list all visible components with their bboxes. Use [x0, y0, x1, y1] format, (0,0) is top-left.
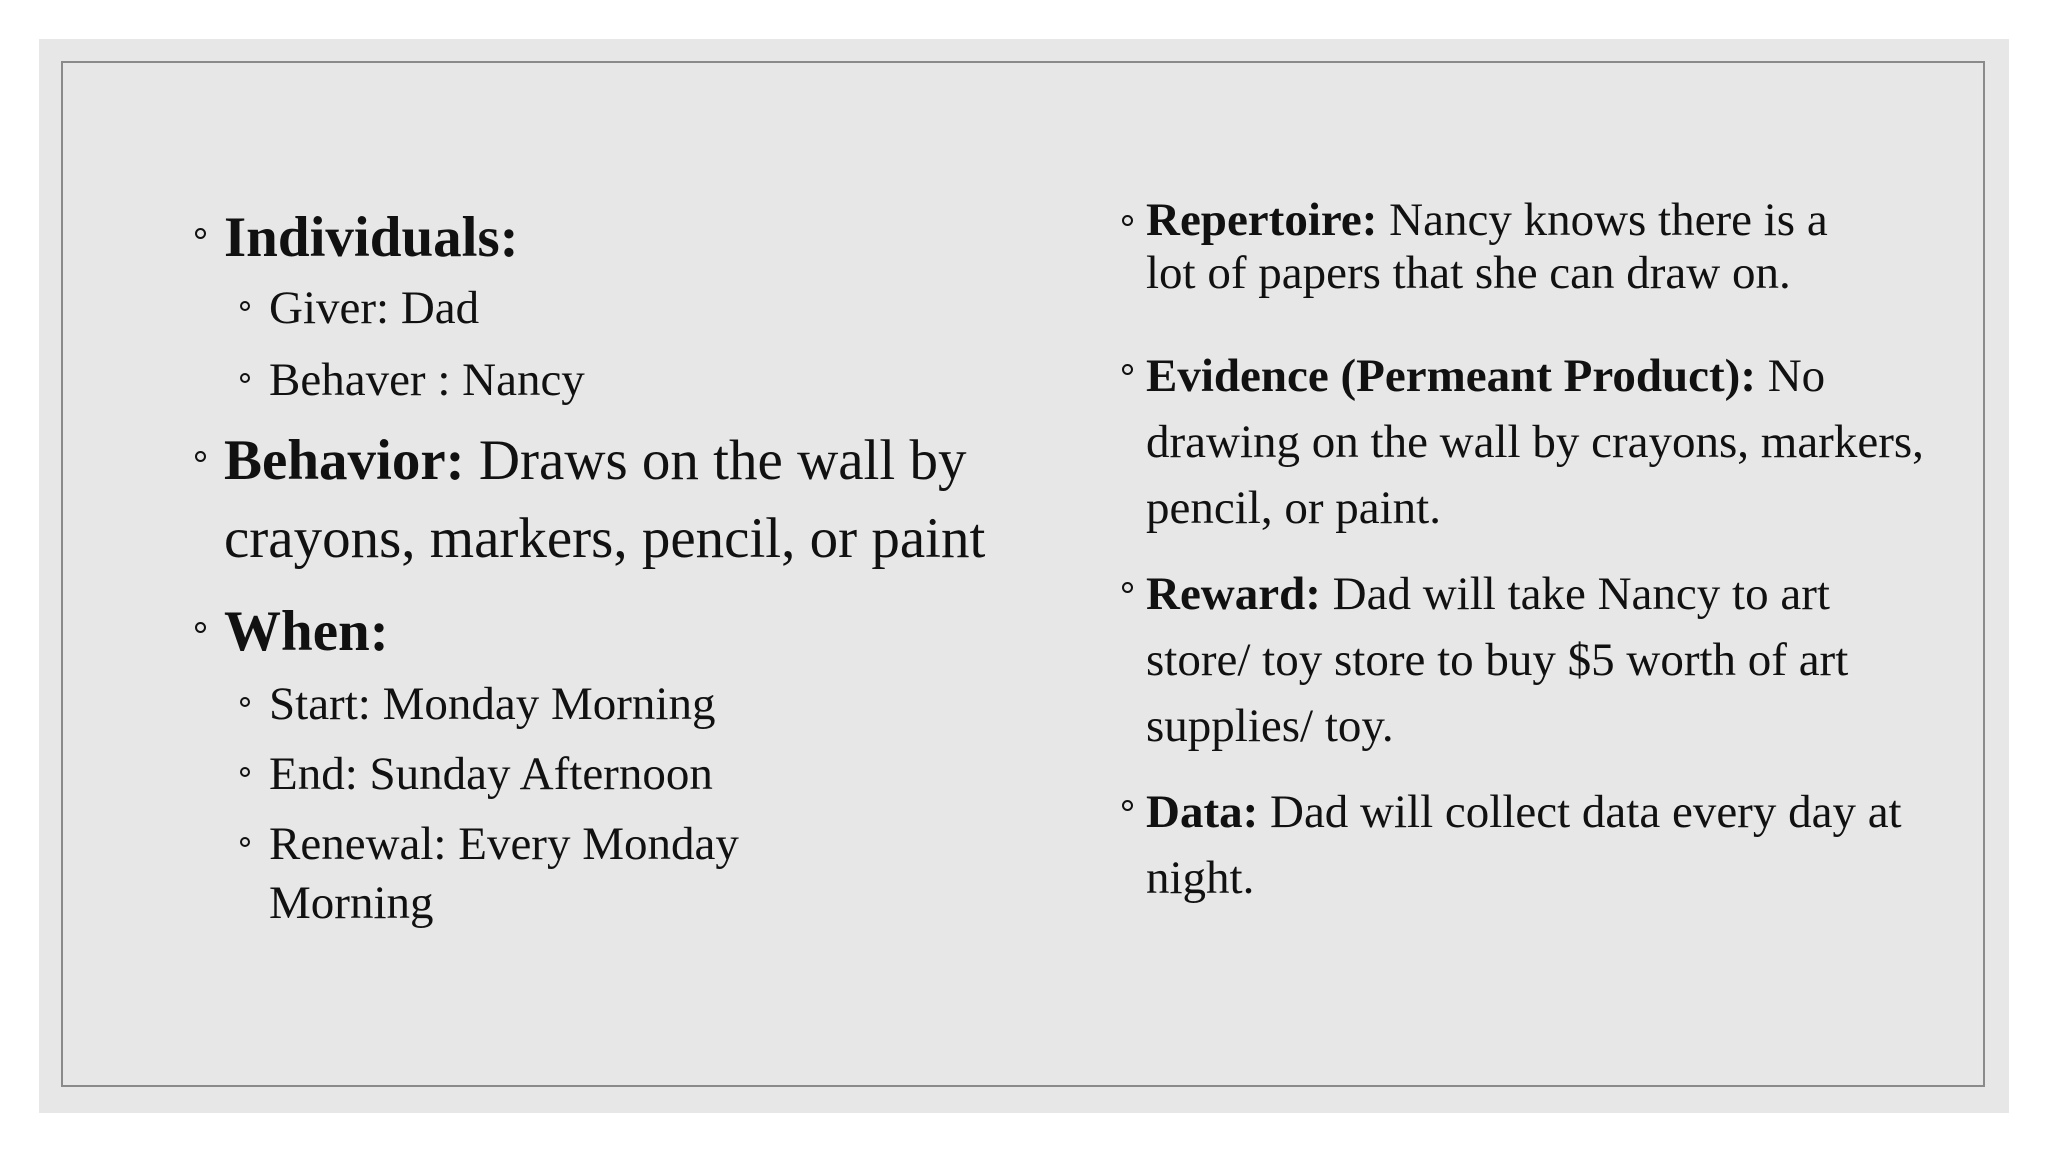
repertoire-heading: Repertoire:	[1146, 194, 1378, 246]
when-heading: When:	[224, 600, 389, 663]
behavior-heading: Behavior:	[224, 429, 465, 492]
renewal-item	[187, 815, 909, 933]
data-heading: Data:	[1146, 786, 1259, 838]
data-text: Dad will collect data every day at night.	[1146, 786, 1902, 904]
bullet-icon	[240, 767, 250, 777]
behavior-text: Draws on the wall by crayons, markers, pencil, or paint	[224, 429, 986, 570]
right-column	[1114, 194, 1924, 911]
bullet-icon	[240, 697, 250, 707]
reward-heading: Reward:	[1146, 568, 1321, 620]
behaver-item	[187, 351, 987, 410]
individuals-item	[187, 199, 987, 277]
start-text: Start: Monday Morning	[269, 678, 716, 730]
giver-item	[187, 279, 987, 338]
bullet-icon	[240, 373, 250, 383]
bullet-icon	[1122, 215, 1133, 226]
evidence-item	[1114, 343, 1926, 541]
bullet-icon	[1122, 800, 1133, 811]
bullet-icon	[240, 837, 250, 847]
behavior-item	[187, 422, 987, 578]
bullet-icon	[1122, 582, 1133, 593]
individuals-heading: Individuals:	[224, 206, 519, 269]
bullet-icon	[1122, 364, 1133, 375]
left-column	[187, 199, 987, 933]
bullet-icon	[195, 228, 206, 239]
bullet-icon	[195, 622, 206, 633]
evidence-text: No drawing on the wall by crayons, markers, pencil, or paint.	[1146, 350, 1924, 534]
behaver-text: Behaver : Nancy	[269, 354, 585, 406]
renewal-text: Renewal: Every Monday Morning	[269, 818, 739, 929]
bullet-icon	[240, 301, 250, 311]
end-text: End: Sunday Afternoon	[269, 748, 713, 800]
when-item	[187, 593, 987, 671]
repertoire-text: Nancy knows there is a lot of papers that she can draw on.	[1146, 194, 1828, 299]
slide	[39, 39, 2009, 1113]
end-item	[187, 745, 987, 804]
reward-item	[1114, 561, 1886, 759]
bullet-icon	[195, 451, 206, 462]
reward-text: Dad will take Nancy to art store/ toy store to buy $5 worth of art supplies/ toy.	[1146, 568, 1849, 752]
repertoire-item	[1114, 194, 1886, 300]
data-item	[1114, 779, 1906, 911]
evidence-heading: Evidence (Permeant Product):	[1146, 350, 1756, 402]
giver-text: Giver: Dad	[269, 282, 480, 334]
start-item	[187, 675, 987, 734]
